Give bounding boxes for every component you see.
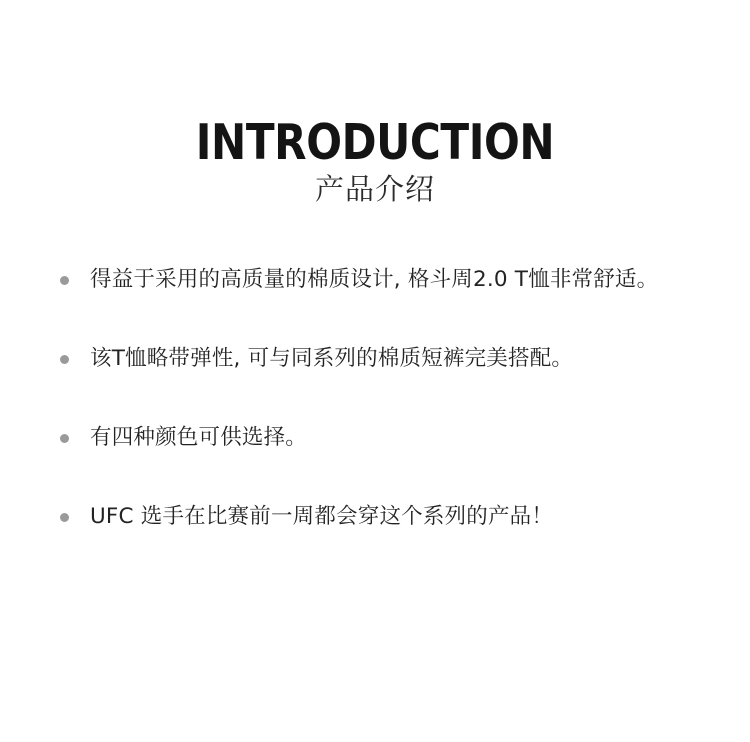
page-header <box>0 0 750 207</box>
list-item <box>0 500 750 535</box>
list-item-label: 该T恤略带弹性, 可与同系列的棉质短裤完美搭配。 <box>90 346 574 372</box>
page-title-chinese: 产品介绍 <box>314 172 435 206</box>
list-item-label: 有四种颜色可供选择。 <box>90 424 308 450</box>
bullet-dot-icon <box>60 355 69 364</box>
list-item <box>0 342 750 377</box>
bullet-dot-icon <box>60 513 69 522</box>
introduction-bullet-list <box>0 263 750 534</box>
page-title-english: INTRODUCTION <box>195 114 555 171</box>
bullet-dot-icon <box>60 434 69 443</box>
list-item-label: UFC 选手在比赛前一周都会穿这个系列的产品！ <box>90 503 554 529</box>
bullet-dot-icon <box>60 276 69 285</box>
list-item <box>0 421 750 456</box>
list-item-label: 得益于采用的高质量的棉质设计, 格斗周2.0 T恤非常舒适。 <box>90 267 659 293</box>
list-item <box>0 263 750 298</box>
